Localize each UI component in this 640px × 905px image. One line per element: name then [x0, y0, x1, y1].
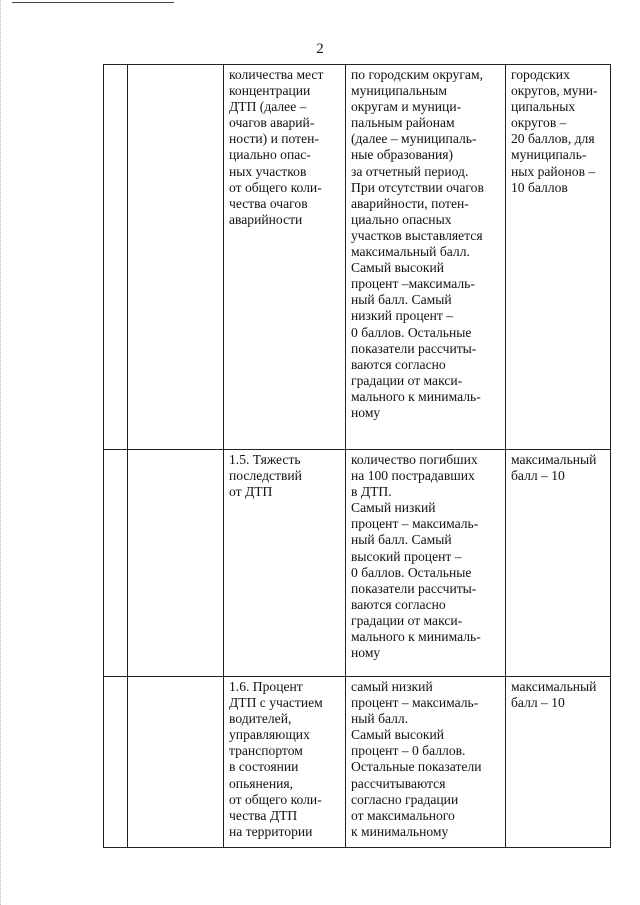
text-line: градации от макси- [351, 612, 463, 628]
cell-subindex [128, 677, 224, 848]
text-line: Самый низкий [351, 500, 436, 516]
cell-method [346, 65, 506, 450]
text-line: ваются согласно [351, 596, 446, 612]
top-rule [12, 2, 174, 3]
text-line: циально опасных [351, 211, 452, 227]
text-line: согласно градации [351, 791, 459, 807]
cell-index [104, 65, 128, 450]
text-line: управляющих [229, 727, 310, 743]
text-line: Самый высокий [351, 727, 445, 743]
text-line: концентрации [229, 83, 311, 99]
cell-index [104, 450, 128, 677]
text-line: градации от макси- [351, 372, 463, 388]
text-line: городских [511, 67, 570, 82]
text-line: ные образования) [351, 147, 454, 163]
text-line: 0 баллов. Остальные [351, 324, 472, 340]
text-line: от ДТП [229, 484, 273, 500]
text-line: 0 баллов. Остальные [351, 564, 472, 580]
table-row-intoxicated-drivers [104, 677, 611, 848]
text-line: максимальный [511, 679, 597, 694]
cell-criterion [224, 65, 346, 450]
text-line: за отчетный период. [351, 163, 469, 179]
text-line: округов, муни- [511, 83, 598, 99]
cell-score [506, 450, 611, 677]
text-line: максимальный балл. [351, 244, 470, 260]
text-line: ности) и потен- [229, 131, 319, 147]
text-line: участков выставляется [351, 227, 483, 243]
text-line: чества очагов [229, 195, 308, 211]
text-line: мального к минималь- [351, 388, 481, 404]
text-line: ному [351, 645, 381, 661]
text-line: муниципальным [351, 83, 447, 99]
text-line: от общего коли- [229, 179, 322, 195]
table-row-severity [104, 450, 611, 677]
text-line: очагов аварий- [229, 115, 315, 131]
text-line: циально опас- [229, 147, 311, 163]
text-line: количества мест [229, 67, 324, 82]
text-line: по городским округам, [351, 67, 483, 82]
text-line: высокий процент – [351, 548, 462, 564]
text-line: на территории [229, 823, 313, 839]
text-line: к минимальному [351, 823, 449, 839]
text-line: низкий процент – [351, 308, 454, 324]
text-line: от общего коли- [229, 791, 322, 807]
cell-subindex [128, 450, 224, 677]
text-line: балл – 10 [511, 468, 565, 484]
text-line: самый низкий [351, 679, 433, 694]
text-line: аварийности [229, 211, 303, 227]
text-line: транспортом [229, 743, 303, 759]
text-line: рассчитываются [351, 775, 446, 791]
text-line: максимальный [511, 452, 597, 467]
text-line: процент – максималь- [351, 695, 479, 711]
text-line: 10 баллов [511, 179, 568, 195]
cell-method [346, 677, 506, 848]
text-line: последствий [229, 468, 302, 484]
text-line: показатели рассчиты- [351, 340, 477, 356]
text-line: 1.5. Тяжесть [229, 452, 301, 467]
text-line: (далее – муниципаль- [351, 131, 477, 147]
text-line: ный балл. Самый [351, 532, 452, 548]
text-line: опьянения, [229, 775, 294, 791]
criteria-table [103, 64, 611, 848]
text-line: 1.6. Процент [229, 679, 303, 694]
table-row-concentration [104, 65, 611, 450]
cell-index [104, 677, 128, 848]
text-line: ципальных [511, 99, 576, 115]
text-line: в состоянии [229, 759, 299, 775]
text-line: Самый высокий [351, 260, 445, 276]
text-line: ДТП с участием [229, 695, 323, 711]
text-line: процент –максималь- [351, 276, 475, 292]
scan-edge [0, 0, 2, 905]
text-line: мального к минималь- [351, 629, 481, 645]
text-line: показатели рассчиты- [351, 580, 477, 596]
text-line: на 100 пострадавших [351, 468, 475, 484]
text-line: в ДТП. [351, 484, 392, 500]
text-line: При отсутствии очагов [351, 179, 484, 195]
cell-method [346, 450, 506, 677]
text-line: пальным районам [351, 115, 455, 131]
cell-criterion [224, 677, 346, 848]
text-line: ному [351, 404, 381, 420]
text-line: ДТП (далее – [229, 99, 307, 115]
text-line: процент – 0 баллов. [351, 743, 466, 759]
text-line: Остальные показатели [351, 759, 482, 775]
text-line: водителей, [229, 711, 292, 727]
text-line: чества ДТП [229, 807, 298, 823]
text-line: ных участков [229, 163, 307, 179]
cell-criterion [224, 450, 346, 677]
text-line: муниципаль- [511, 147, 587, 163]
page-number: 2 [316, 41, 324, 57]
cell-score [506, 65, 611, 450]
text-line: округов – [511, 115, 567, 131]
text-line: количество погибших [351, 452, 478, 467]
text-line: ных районов – [511, 163, 596, 179]
text-line: процент – максималь- [351, 516, 479, 532]
text-line: ный балл. Самый [351, 292, 452, 308]
cell-score [506, 677, 611, 848]
text-line: балл – 10 [511, 695, 565, 711]
text-line: ный балл. [351, 711, 409, 727]
text-line: аварийности, потен- [351, 195, 469, 211]
cell-subindex [128, 65, 224, 450]
text-line: 20 баллов, для [511, 131, 595, 147]
text-line: ваются согласно [351, 356, 446, 372]
text-line: округам и муници- [351, 99, 462, 115]
text-line: от максимального [351, 807, 455, 823]
